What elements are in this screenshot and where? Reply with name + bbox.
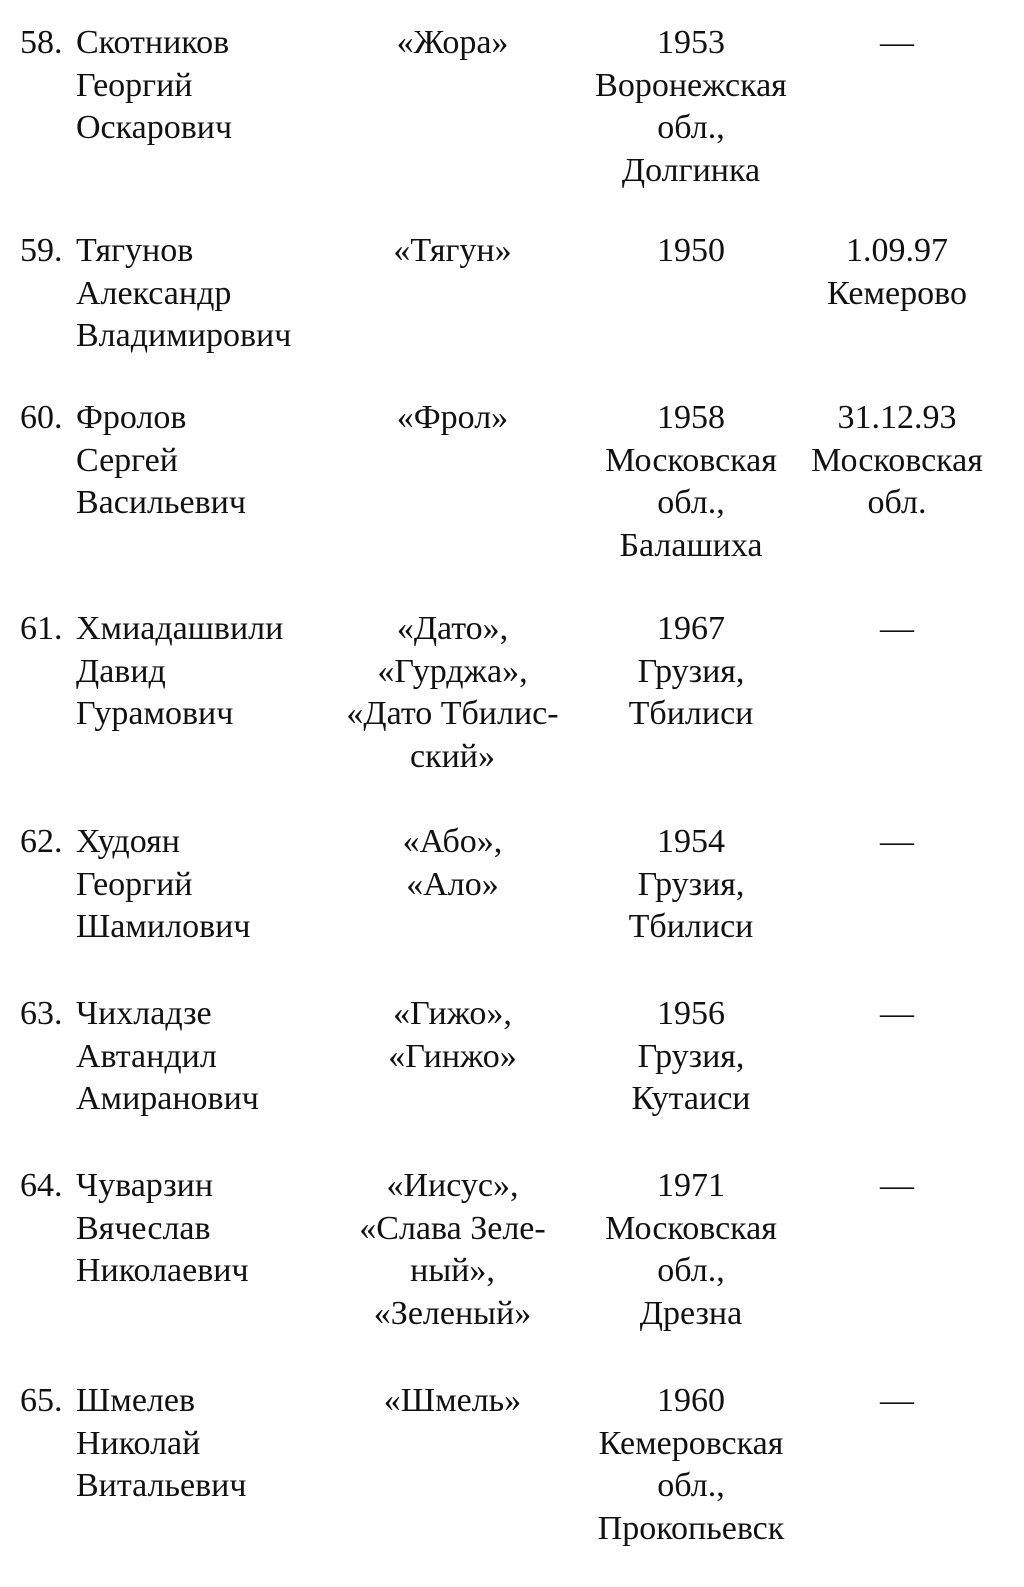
birth-info-line: Балашиха xyxy=(619,526,763,564)
death-info-line: 31.12.93 xyxy=(837,399,957,436)
nickname xyxy=(330,608,575,778)
nickname-line: «Дато Тбилис- xyxy=(346,695,559,732)
birth-info-line: Тбилиси xyxy=(628,908,754,945)
entry-number: 65. xyxy=(20,1382,63,1419)
birth-info-line: 1953 xyxy=(657,24,725,61)
nickname-line: «Або», xyxy=(402,823,503,860)
death-info xyxy=(797,22,997,65)
nickname xyxy=(330,993,575,1078)
birth-info xyxy=(585,1380,797,1550)
nickname-line: ный», xyxy=(410,1252,495,1289)
entry-number: 59. xyxy=(20,232,63,269)
entry-number: 61. xyxy=(20,610,63,647)
person-name-line: Оскарович xyxy=(76,109,233,146)
birth-info-line: обл., xyxy=(657,484,725,521)
death-info xyxy=(797,1165,997,1208)
nickname-line: «Иисус», xyxy=(386,1167,519,1204)
birth-info xyxy=(585,1165,797,1335)
birth-info-line: Прокопьевск xyxy=(597,1509,785,1547)
person-name-line: Давид xyxy=(76,652,166,690)
nickname-line: «Жора» xyxy=(396,24,509,61)
person-name xyxy=(76,993,336,1121)
nickname-line: «Гурджа», xyxy=(377,652,528,690)
death-info-line: — xyxy=(880,24,914,61)
person-name xyxy=(76,397,336,525)
birth-info xyxy=(585,821,797,949)
person-name xyxy=(76,608,336,736)
death-info xyxy=(797,821,997,864)
birth-info-line: Дрезна xyxy=(639,1294,743,1332)
nickname-line: «Дато», xyxy=(396,610,509,647)
entry-number: 64. xyxy=(20,1167,63,1204)
person-name-line: Александр xyxy=(76,274,232,312)
birth-info-line: Кемеровская xyxy=(598,1424,784,1462)
nickname-line: ский» xyxy=(410,737,495,775)
birth-info-line: Грузия, xyxy=(637,1037,745,1075)
nickname-line: «Шмель» xyxy=(383,1382,522,1419)
entry-number: 63. xyxy=(20,995,63,1032)
nickname-line: «Гижо», xyxy=(393,995,512,1032)
birth-info-line: 1958 xyxy=(657,399,725,436)
nickname xyxy=(330,22,575,65)
person-name-line: Владимирович xyxy=(76,317,292,354)
birth-info xyxy=(585,22,797,192)
death-info xyxy=(797,230,997,315)
nickname-line: «Гинжо» xyxy=(388,1037,517,1075)
nickname-line: «Слава Зеле- xyxy=(359,1209,546,1247)
death-info xyxy=(797,397,997,525)
person-name xyxy=(76,22,336,150)
birth-info-line: обл., xyxy=(657,109,725,146)
person-name-line: Чихладзе xyxy=(76,995,212,1032)
birth-info-line: обл., xyxy=(657,1467,725,1504)
person-name-line: Георгий xyxy=(76,865,193,903)
birth-info-line: 1950 xyxy=(657,232,725,269)
death-info-line: — xyxy=(880,995,914,1032)
person-name-line: Вячеслав xyxy=(76,1209,211,1247)
death-info xyxy=(797,1380,997,1423)
birth-info-line: 1956 xyxy=(657,995,725,1032)
birth-info-line: Тбилиси xyxy=(628,695,754,732)
person-name-line: Васильевич xyxy=(76,484,246,521)
birth-info-line: Московская xyxy=(605,1209,777,1247)
person-name-line: Чуварзин xyxy=(76,1167,214,1204)
person-name-line: Шамилович xyxy=(76,908,251,945)
person-name-line: Худоян xyxy=(76,823,180,860)
entry-number: 60. xyxy=(20,399,63,436)
death-info-line: — xyxy=(880,610,914,647)
death-info-line: — xyxy=(880,823,914,860)
nickname-line: «Фрол» xyxy=(396,399,509,436)
death-info-line: Московская xyxy=(811,441,983,479)
person-name-line: Автандил xyxy=(76,1037,217,1075)
death-info-line: — xyxy=(880,1167,914,1204)
person-name xyxy=(76,230,336,358)
birth-info xyxy=(585,993,797,1121)
person-name-line: Георгий xyxy=(76,66,193,104)
death-info-line: обл. xyxy=(867,484,927,521)
birth-info xyxy=(585,230,797,273)
birth-info-line: Грузия, xyxy=(637,865,745,903)
nickname xyxy=(330,821,575,906)
person-name-line: Сергей xyxy=(76,441,178,479)
person-name-line: Амиранович xyxy=(76,1080,259,1117)
nickname-line: «Ало» xyxy=(406,865,499,903)
person-name-line: Скотников xyxy=(76,24,230,61)
birth-info xyxy=(585,397,797,567)
birth-info-line: Московская xyxy=(605,441,777,479)
person-name-line: Хмиадашвили xyxy=(76,610,284,647)
nickname xyxy=(330,1165,575,1335)
person-name-line: Шмелев xyxy=(76,1382,196,1419)
person-name-line: Тягунов xyxy=(76,232,194,269)
nickname-line: «Зеленый» xyxy=(373,1294,532,1332)
death-info xyxy=(797,608,997,651)
person-name-line: Николаевич xyxy=(76,1252,249,1289)
birth-info-line: обл., xyxy=(657,1252,725,1289)
death-info-line: Кемерово xyxy=(827,274,967,312)
nickname xyxy=(330,397,575,440)
birth-info xyxy=(585,608,797,736)
birth-info-line: Воронежская xyxy=(595,66,787,104)
person-name-line: Фролов xyxy=(76,399,187,436)
person-name xyxy=(76,1165,336,1293)
person-name-line: Николай xyxy=(76,1424,201,1462)
person-name-line: Гурамович xyxy=(76,695,234,732)
birth-info-line: 1960 xyxy=(657,1382,725,1419)
entry-number: 58. xyxy=(20,24,63,61)
death-info xyxy=(797,993,997,1036)
person-name xyxy=(76,1380,336,1508)
birth-info-line: Кутаиси xyxy=(631,1080,751,1117)
birth-info-line: 1967 xyxy=(657,610,725,647)
birth-info-line: Долгинка xyxy=(621,151,761,189)
person-name xyxy=(76,821,336,949)
death-info-line: — xyxy=(880,1382,914,1419)
person-name-line: Витальевич xyxy=(76,1467,247,1504)
birth-info-line: Грузия, xyxy=(637,652,745,690)
nickname xyxy=(330,230,575,273)
death-info-line: 1.09.97 xyxy=(846,232,948,269)
birth-info-line: 1971 xyxy=(657,1167,725,1204)
birth-info-line: 1954 xyxy=(657,823,725,860)
nickname-line: «Тягун» xyxy=(393,232,512,269)
nickname xyxy=(330,1380,575,1423)
entry-number: 62. xyxy=(20,823,63,860)
